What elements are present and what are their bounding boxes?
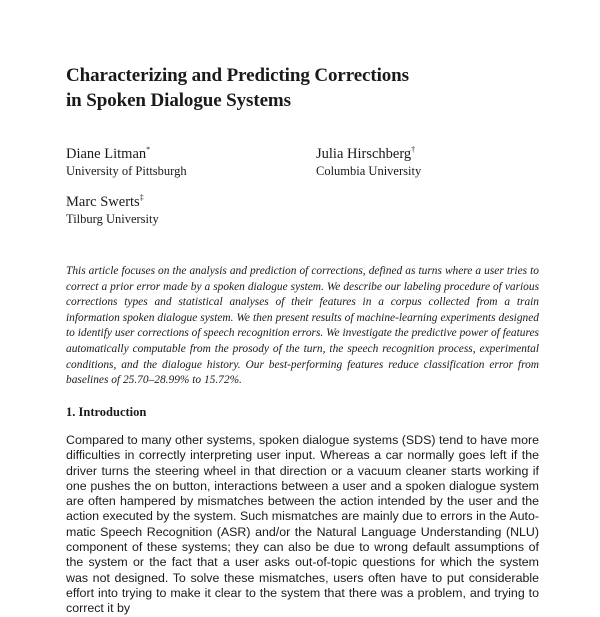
author-affiliation: Columbia University bbox=[316, 164, 422, 178]
author-footnote-mark: ‡ bbox=[139, 193, 144, 203]
author-name-line bbox=[66, 146, 187, 163]
author-block bbox=[66, 146, 187, 179]
section-heading: 1. Introduction bbox=[66, 405, 147, 419]
title-line-2: in Spoken Dialogue Systems bbox=[66, 89, 291, 111]
author-footnote-mark: * bbox=[146, 145, 151, 155]
author-affiliation: University of Pittsburgh bbox=[66, 164, 187, 178]
author-name: Diane Litman bbox=[66, 146, 147, 162]
author-block bbox=[316, 146, 421, 179]
abstract-text: This article focuses on the analysis and prediction of corrections, defined as turns where a user tries to correct a prior error made by a spoken dialogue system. We describe our labeling procedure of various corrections types and statistical analyses of their features in a corpus collected from a train information spoken dialogue system. We then present results of machine-learning experiments designed to identify user corrections of speech recognition errors. We investigate the predictive power of features automatically computable from the prosody of the turn, the speech recognition process, experimental conditions, and the dialogue history. Our best-performing features reduce classification error from baselines of 25.70–28.99% to 15.72%. bbox=[66, 265, 539, 387]
author-name-line bbox=[316, 146, 421, 163]
author-block bbox=[66, 194, 159, 227]
author-name: Julia Hirschberg bbox=[316, 146, 412, 162]
author-name-line bbox=[66, 194, 159, 211]
paper-title bbox=[66, 64, 546, 113]
author-footnote-mark: † bbox=[411, 145, 416, 155]
title-line-1: Characterizing and Predicting Corrections bbox=[66, 65, 409, 86]
intro-paragraph: Compared to many other systems, spoken dialogue systems (SDS) tend to have more difficulties in correctly interpreting user input. Whereas a car normally goes left if the driver turns the steering wheel in that direction or a vacuum cleaner starts working if one pushes the on button, interactions between a user and a spoken dialogue system are often hampered by mismatches between the action intended by the user and the action executed by the system. Such mismatches are mainly due to errors in the Automatic Speech Recognition (ASR) and/or the Natural Language Understanding (NLU) component of these systems; they can also be due to wrong default assumptions of the system or the fact that a user asks out-of-topic questions for which the system was not designed. To solve these mismatches, users often have to put considerable effort into trying to make it clear to the system that there was a problem, and trying to correct it by bbox=[66, 433, 539, 616]
author-name: Marc Swerts bbox=[66, 194, 140, 210]
author-affiliation: Tilburg University bbox=[66, 212, 159, 226]
